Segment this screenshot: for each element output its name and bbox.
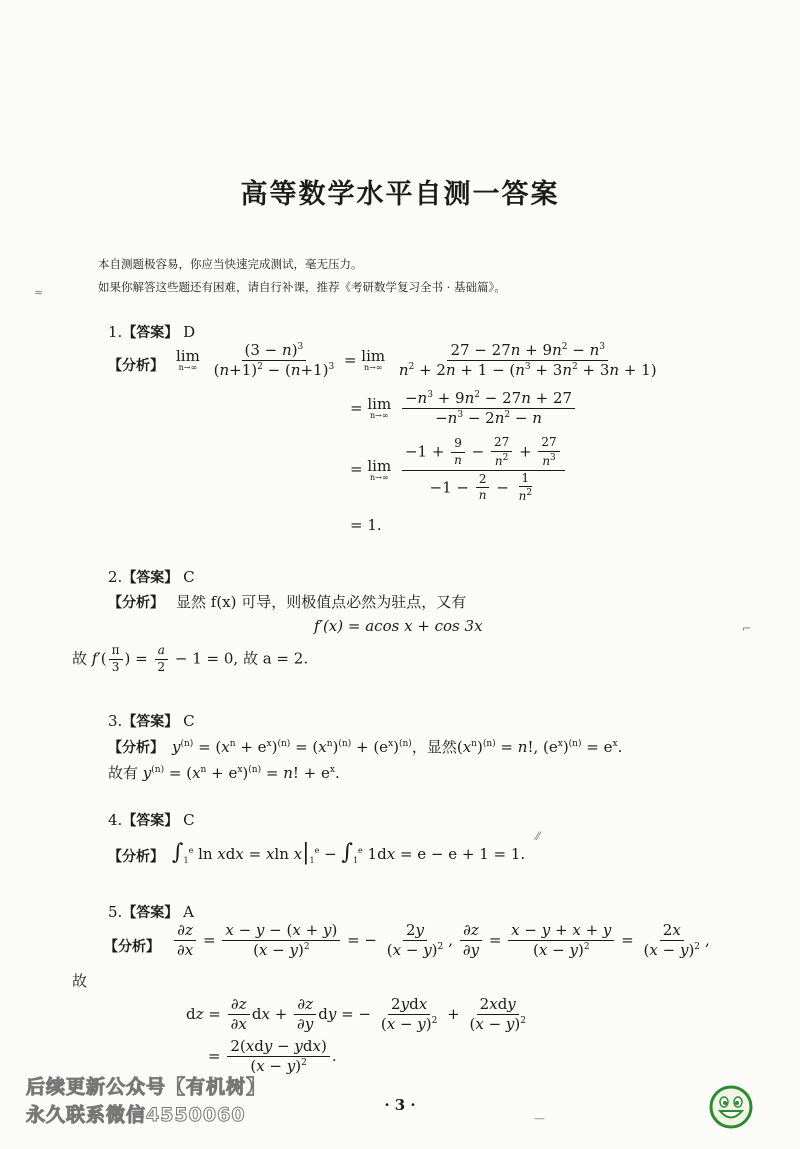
intro-line-2: 如果你解答这些题还有困难，请自行补课，推荐《考研数学复习全书 · 基础篇》。 (98, 280, 506, 294)
q2-answer: C (183, 568, 195, 586)
q3-header: 3.【答案】 C (108, 712, 195, 730)
q2-conclusion: 故 f′( $\frac{\pi}{3}$ ) = $\frac{a}{2}$ − 1 = 0, 故 a = 2. (72, 643, 309, 674)
q1-answer: D (183, 323, 196, 341)
q1-analysis-label: 【分析】 (108, 358, 164, 374)
q1-step3: = lim n→∞ −1 + $\frac{9}{n}$ − $\frac{27}{n^2}$ + $\frac{27}{n^3}$ −1 − $\frac{2}{n}$ − $\frac{1}{n^2}$ (350, 436, 567, 504)
q5-dz-1: dz = $\frac{\partial z}{\partial x}$ dx + $\frac{\partial z}{\partial y}$ dy = − $\frac{\text{2ydx}}{(x - y)^2}$ + $\frac{\text{2xdy}}{(x - y)^2}$ (186, 995, 526, 1034)
q3-answer: C (183, 712, 195, 730)
q5-gu: 故 (72, 972, 88, 990)
q3-line2: 故有 $y^{(n)} = (x^n + e^x)^{(n)} = n$! + $e^x$. (108, 764, 340, 782)
q4-answer: C (183, 811, 195, 829)
q1-step2: = lim n→∞ $\frac{-n^3 + 9n^2 - 27n + 27}{-n^3 - 2n^2 - n}$ (350, 390, 577, 428)
q2-analysis-label: 【分析】 (108, 595, 164, 611)
margin-mark: ⁄⁄ (536, 830, 540, 843)
q2-text: 显然 f(x) 可导，则极值点必然为驻点，又有 (176, 593, 467, 611)
q2-formula: f′(x) = acos x + cos 3x (314, 617, 483, 635)
q1-result: = 1. (350, 516, 382, 534)
q4-integral: $\int_1^e$ ln xdx = xln $x|_1^e - \int_1^e$ 1dx = e − e + 1 = 1. (172, 840, 526, 865)
margin-mark: — (534, 1112, 545, 1125)
margin-mark: ≈ (34, 286, 44, 299)
intro-line-1: 本自测题极容易，你应当快速完成测试，毫无压力。 (98, 257, 363, 271)
q3-line1: $y^{(n)} = (x^n + e^x)^{(n)} = (x^n)^{(n)} + (e^x)^{(n)}$，显然$(x^n)^{(n)} = n$!, $(e^x)^{(n)} = e^x$. (172, 738, 623, 756)
q2-header: 2.【答案】 C (108, 568, 195, 586)
q5-answer: A (183, 903, 194, 921)
q3-analysis-label: 【分析】 (108, 740, 164, 756)
watermark-line-1: 后续更新公众号【有机树】 (26, 1076, 267, 1098)
q1-header: 1.【答案】 D (108, 323, 196, 341)
q4-header: 4.【答案】 C (108, 811, 195, 829)
q1-step1: lim n→∞ $\frac{(3 - n)^3}{(n+1)^2 - (n+1)^3}$ = lim n→∞ $\frac{27 - 27n + 9n^2 - n^3}{n^2 + 2n + 1 - (n^3 + 3n^2 + 3n + 1)}$ (176, 341, 657, 380)
q5-dz-2: = $\frac{\text{2(xdy − ydx)}}{(x - y)^2}$ . (208, 1037, 337, 1076)
margin-mark: ⌐ (742, 622, 752, 635)
q4-analysis-label: 【分析】 (108, 849, 164, 865)
smiley-face-icon (708, 1084, 754, 1134)
watermark-line-2: 永久联系微信4550060 (26, 1104, 246, 1126)
page-title: 高等数学水平自测一答案 (240, 179, 560, 210)
page-number: · 3 · (384, 1096, 416, 1114)
q5-partials: $\frac{\partial z}{\partial x}$ = $\frac{x - y - (x + y)}{(x - y)^2}$ = − $\frac{2y}{(x - y)^2}$ , $\frac{\partial z}{\partial y}$ = $\frac{x - y + x + y}{(x - y)^2}$ = $\frac{2x}{(x - y)^2}$ , (172, 922, 710, 960)
q5-header: 5.【答案】 A (108, 903, 194, 921)
q5-analysis-label: 【分析】 (104, 939, 160, 955)
